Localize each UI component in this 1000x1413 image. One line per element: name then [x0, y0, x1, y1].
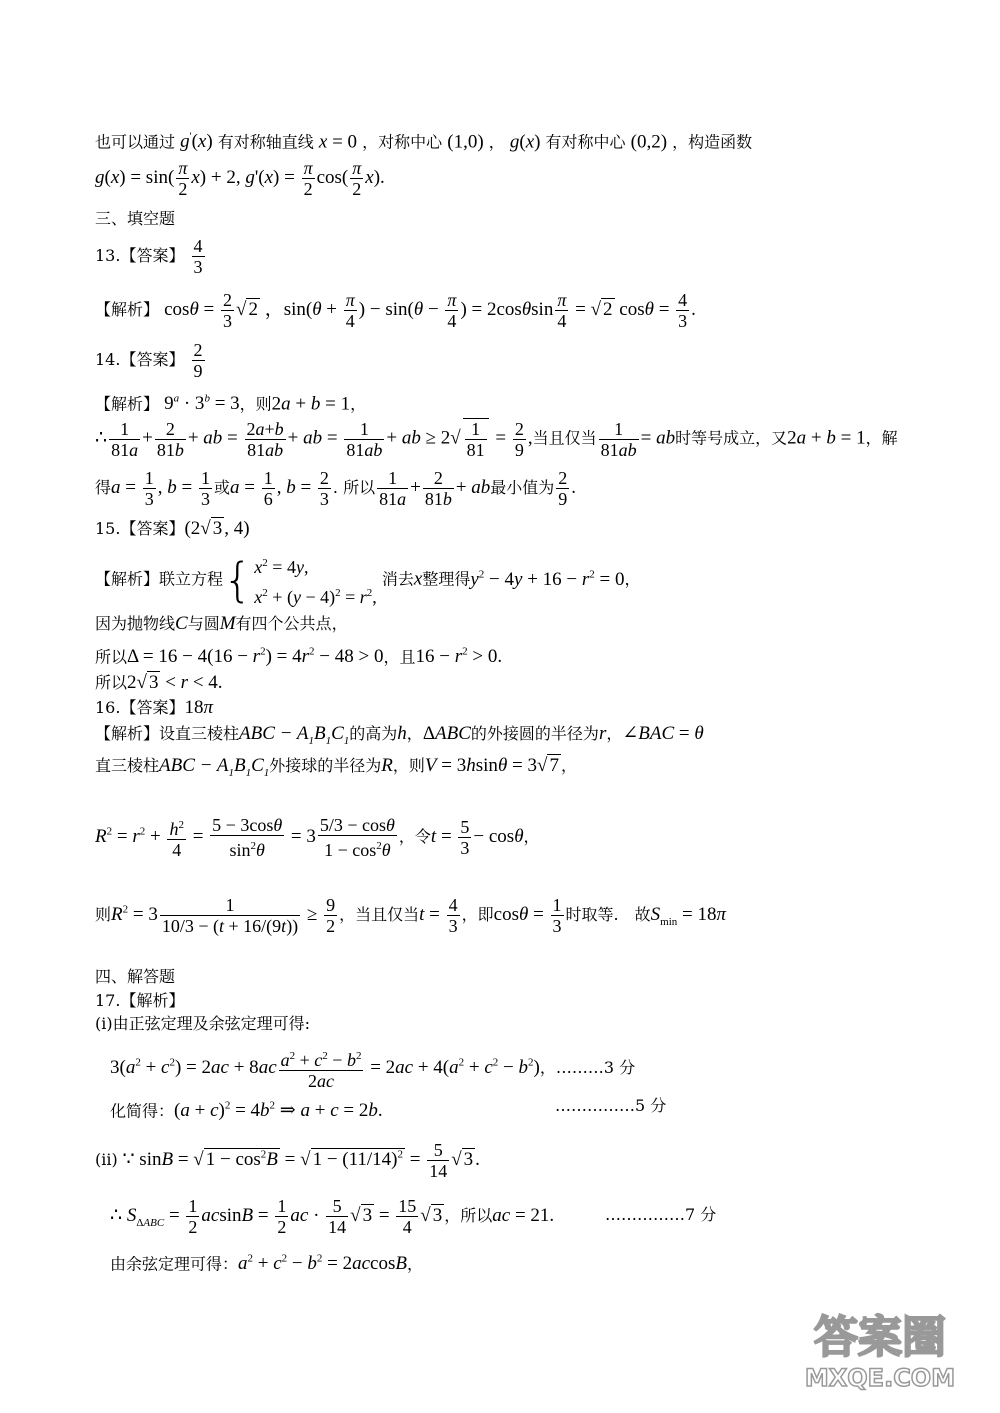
analysis-15: 【解析】联立方程{ $x^2 = 4y$, $x^2 + (y - 4)^2 = r^2$, 消去x整理得$y^2 - 4y + 16 - r^2 = 0$， — [95, 553, 641, 607]
section-heading: 三、填空题 — [95, 209, 176, 228]
formula-line: 得a = $\frac{1}{3}$ , b = $\frac{1}{3}$ 或a = $\frac{1}{6}$ , b = $\frac{2}{3}$ . 所以 $\frac{1}{81a}$ + $\frac{2}{81b}$ + ab最小值为 $\frac{2}{9}$ . — [95, 468, 577, 509]
analysis-14: 【解析】 $9^a \cdot 3^b = 3$，则2a + b = 1， — [95, 393, 367, 415]
formula-line: 由余弦定理可得：$a^2 + c^2 - b^2 = 2accosB$， — [110, 1253, 423, 1275]
answer-14: 14.【答案】 $\frac{2}{9}$ — [95, 340, 203, 381]
section-heading: 四、解答题 — [95, 967, 176, 986]
text-line: (ⅰ)由正弦定理及余弦定理可得: — [95, 1014, 310, 1033]
formula-line: ∴ $S_{\Delta ABC}$ = $\frac{1}{2}$ acsinB = $\frac{1}{2}$ ac · $\frac{5}{14}$ √ 3 = $\frac{15}{4}$ √ 3 ，所以ac = 21. ……………7 分 — [110, 1196, 717, 1237]
analysis-13: 【解析】 cosθ = $\frac{2}{3}$ √ 2 ，sin(θ + $\frac{\pi}{4}$ ) − sin(θ − $\frac{\pi}{4}$ ) = 2cosθsin $\frac{\pi}{4}$ = √ 2 cosθ = $\frac{4}{3}$ . — [95, 290, 696, 331]
answer-17: 17.【解析】 — [95, 991, 185, 1010]
answer-15: 15.【答案】(2√ 3 , 4) — [95, 518, 250, 539]
analysis-16: 【解析】设直三棱柱ABC − $A_1B_1C_1$的高为h，ΔABC的外接圆的半径为r，∠BAC = θ — [95, 723, 704, 747]
text-line: 因为抛物线C与圆M有四个公共点， — [95, 613, 348, 634]
text-line: 所以$\Delta = 16 - 4(16 - r^2) = 4r^2 - 48 > 0$，且$16 - r^2 > 0$. — [95, 646, 503, 668]
text-line: 所以2√ 3 < r < 4. — [95, 672, 223, 693]
formula-line: (ⅱ) ∵ sinB = √ $1 - \cos^2B$ = √ $1 - (11/14)^2$ = $\frac{5}{14}$ √ 3 . — [95, 1140, 480, 1181]
answer-16: 16.【答案】18π — [95, 697, 213, 718]
answer-13: 13.【答案】 $\frac{4}{3}$ — [95, 236, 203, 277]
formula-line: 化简得：$(a + c)^2 = 4b^2$ ⇒ a + c = 2b. ……………5 分 — [110, 1096, 667, 1122]
text-line: 直三棱柱ABC − $A_1B_1C_1$外接球的半径为R，则V = 3hsinθ = 3√ 7 ， — [95, 755, 577, 779]
formula-line: 则$R^2 = 3$ $\frac{1}{10/3 - (t + 16/(9t))}$ ≥ $\frac{9}{2}$ ，当且仅当t = $\frac{4}{3}$ ，即cosθ = $\frac{1}{3}$ 时取等. 故$S_{min} = 18\pi$ — [95, 895, 727, 936]
formula-line: ∴ $\frac{1}{81a}$ + $\frac{2}{81b}$ + ab = $\frac{2a+b}{81ab}$ + ab = $\frac{1}{81ab}$ + ab ≥ 2√ $\frac{1}{81}$ = $\frac{2}{9}$ ,当且仅当 $\frac{1}{81ab}$ = ab时等号成立，又2a + b = 1，解 — [95, 418, 898, 460]
text-line: 也可以通过 g'(x) 有对称轴直线 x = 0 ，对称中心 (1,0) ， g(x) 有对称中心 (0,2) ，构造函数 — [95, 131, 753, 153]
formula-line: g(x) = sin( $\frac{\pi}{2}$ x) + 2, g'(x) = $\frac{\pi}{2}$ cos( $\frac{\pi}{2}$ x). — [95, 158, 385, 199]
formula-line: $3(a^2 + c^2) = 2ac + 8ac$ $\frac{a^2 + c^2 - b^2}{2ac}$ = $2ac + 4(a^2 + c^2 - b^2)$，………3 分 — [110, 1046, 635, 1091]
formula-line: $R^2 = r^2$ + $\frac{h^2}{4}$ = $\frac{5 - 3\cos\theta}{\sin^2\theta}$ = 3 $\frac{5/3 - \cos\theta}{1 - \cos^2\theta}$ ，令t = $\frac{5}{3}$ − cosθ， — [95, 815, 540, 860]
watermark-logo: 答案圈 MXQE.COM — [804, 1312, 956, 1392]
